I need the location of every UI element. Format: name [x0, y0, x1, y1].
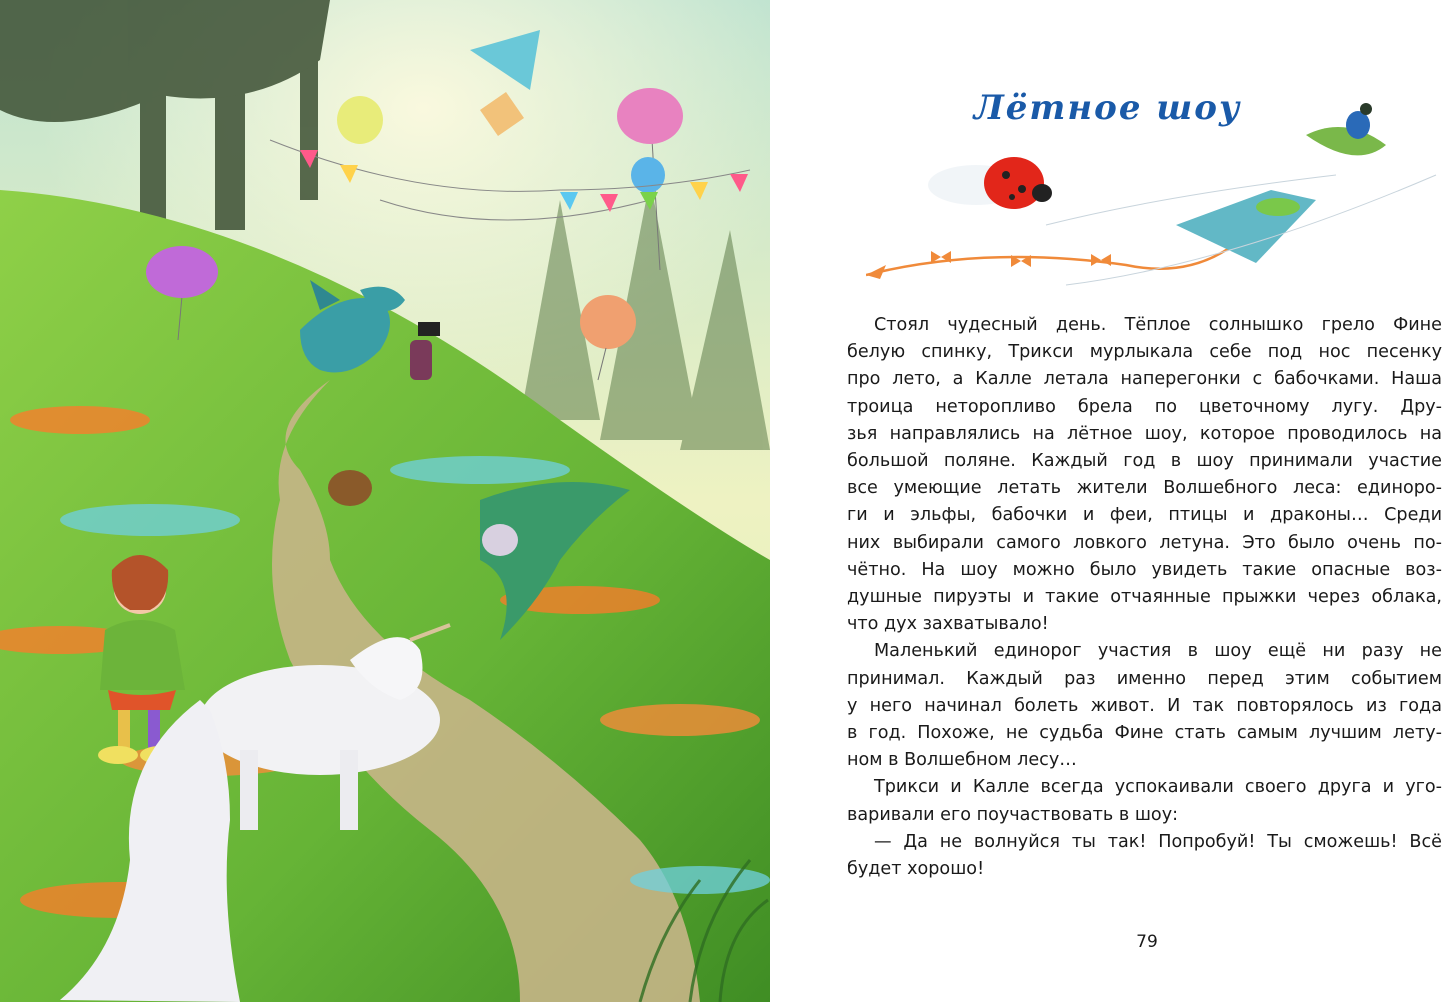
- grasshopper: [1256, 198, 1300, 216]
- text-line: у него начинал болеть живот. И так повторялось из года: [847, 695, 1442, 716]
- text-line: что дух захватывало!: [847, 614, 1049, 635]
- text-line: троица неторопливо брела по цветочному лугу. Дру-: [847, 396, 1442, 417]
- text-line: — Да не волнуйся ты так! Попробуй! Ты сможешь! Всё: [874, 831, 1442, 852]
- leaf-rider-bug: [1306, 103, 1386, 155]
- text-line: про лето, а Калле летала наперегонки с бабочками. Наша: [847, 369, 1442, 390]
- text-line: ги и эльфы, бабочки и феи, птицы и драконы… Среди: [847, 505, 1442, 526]
- text-line: ном в Волшебном лесу…: [847, 750, 1077, 771]
- text-line: зья направлялись на лётное шоу, которое проводилось на: [847, 423, 1442, 444]
- text-line: варивали его поучаствовать в шоу:: [847, 804, 1179, 825]
- text-page: [770, 0, 1445, 1002]
- text-line: душные пируэты и такие отчаянные прыжки через облака,: [847, 587, 1442, 608]
- chapter-title: Лётное шоу: [973, 88, 1242, 128]
- text-line: все умеющие летать жители Волшебного леса: единоро-: [847, 478, 1442, 499]
- text-line: большой поляне. Каждый год в шоу принимали участие: [847, 451, 1442, 472]
- text-line: будет хорошо!: [847, 859, 985, 880]
- kite-tail: [866, 235, 1246, 275]
- text-line: Трикси и Калле всегда успокаивали своего друга и уго-: [874, 777, 1442, 798]
- text-line: Маленький единорог участия в шоу ещё ни разу не: [874, 641, 1442, 662]
- ladybug: [928, 157, 1052, 209]
- page-number: 79: [1136, 932, 1158, 952]
- text-line: белую спинку, Трикси мурлыкала себе под нос песенку: [847, 342, 1442, 363]
- text-line: Стоял чудесный день. Тёплое солнышко грело Фине: [874, 315, 1442, 335]
- text-line: в год. Похоже, не судьба Фине стать самым лучшим лету-: [847, 723, 1442, 744]
- kite: [1176, 190, 1316, 263]
- story-text: [847, 312, 1442, 883]
- text-line: чётно. На шоу можно было увидеть такие опасные воз-: [847, 559, 1442, 580]
- text-line: них выбирали самого ловкого летуна. Это было очень по-: [847, 532, 1442, 553]
- text-line: принимал. Каждый раз именно перед этим событием: [847, 668, 1442, 689]
- flying-insects-illustration: [866, 95, 1441, 295]
